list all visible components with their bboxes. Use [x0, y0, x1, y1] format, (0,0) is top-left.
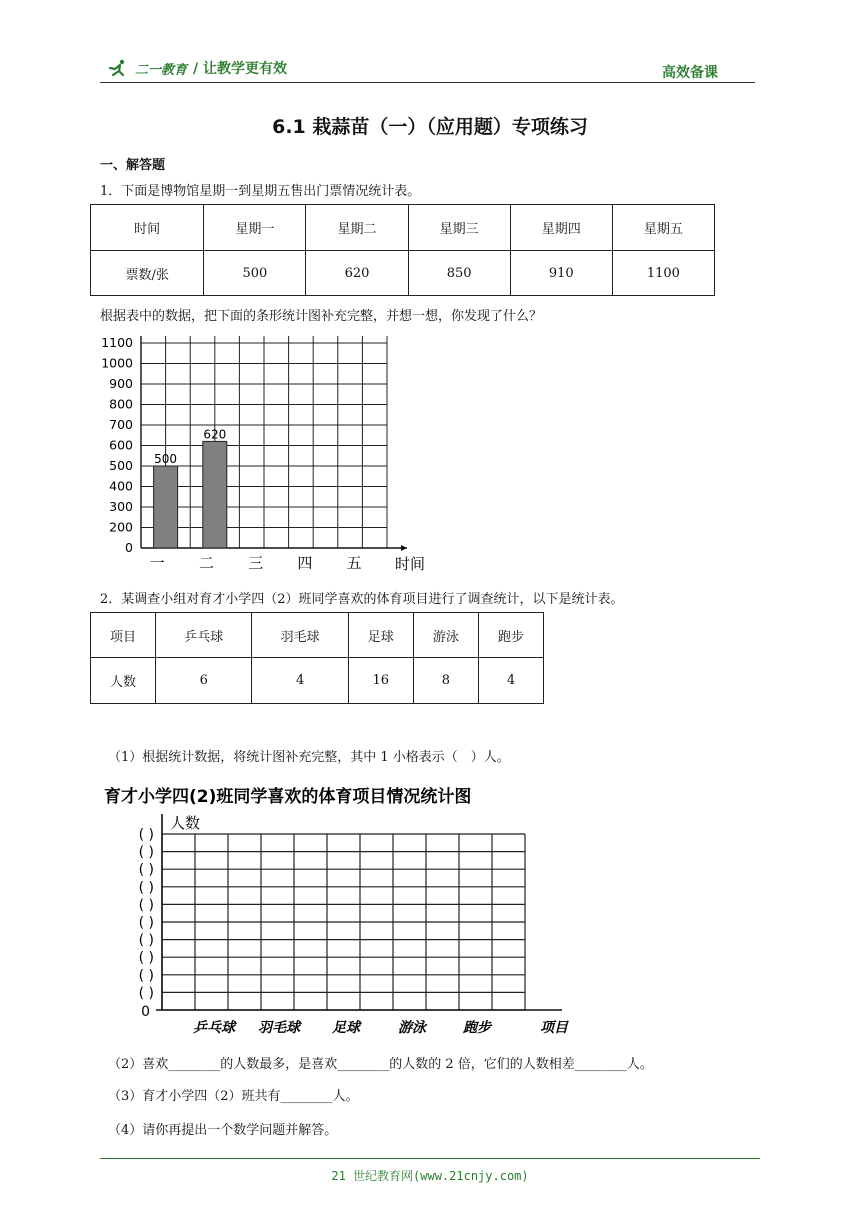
x-tick-label: 一: [149, 554, 165, 572]
y-tick-label: 500: [109, 458, 133, 473]
x-axis-label: 时间: [395, 555, 426, 573]
y-tick-label: 900: [109, 376, 133, 391]
header-right-text: 高效备课: [662, 65, 718, 81]
q2-td: 4: [252, 658, 348, 704]
y-tick-label: 300: [109, 499, 133, 514]
q2-td: 人数: [91, 658, 156, 704]
footer-text: 21 世纪教育网(www.21cnjy.com): [331, 1169, 529, 1183]
x-tick-label: 乒乓球: [193, 1020, 235, 1036]
q2-th: 跑步: [478, 613, 543, 658]
q2-td: 4: [478, 658, 543, 704]
x-tick-label: 二: [198, 554, 215, 572]
q1-td: 910: [510, 251, 612, 296]
x-axis-label: 项目: [540, 1020, 568, 1036]
y-tick-placeholder: ( ): [138, 950, 154, 967]
bar-data-label: 500: [154, 452, 178, 466]
q1-th: 星期五: [612, 205, 714, 251]
q2-sub2: （2）喜欢________的人数最多，是喜欢________的人数的 2 倍，它们的人数相差________人。: [108, 1057, 653, 1072]
q2-sub1: （1）根据统计数据，将统计图补充完整，其中 1 小格表示（ ）人。: [108, 750, 510, 765]
x-tick-label: 四: [297, 554, 313, 572]
q1-td: 850: [408, 251, 510, 296]
y-tick-label: 800: [109, 396, 133, 412]
q2-table-data-row: [91, 658, 544, 704]
q1-instruction: 根据表中的数据，把下面的条形统计图补充完整，并想一想，你发现了什么？: [100, 309, 543, 324]
logo-text: 二一教育: [135, 62, 188, 78]
q2-td: 8: [413, 658, 478, 704]
ticket-bar-chart: [95, 336, 435, 574]
x-tick-label: 五: [346, 554, 362, 572]
q1-td: 620: [306, 251, 408, 296]
origin-label: 0: [141, 1004, 150, 1020]
y-tick-placeholder: ( ): [138, 967, 154, 984]
q1-th: 星期二: [306, 205, 408, 251]
q1-th: 时间: [91, 205, 204, 251]
q1-th: 星期四: [510, 205, 612, 251]
q2-prompt: 2．某调查小组对育才小学四（2）班同学喜欢的体育项目进行了调查统计，以下是统计表。: [100, 592, 624, 607]
runner-logo-icon: [107, 59, 129, 77]
header-slogan: / 让教学更有效: [193, 61, 288, 77]
section-heading: 一、解答题: [100, 158, 166, 173]
x-tick-label: 足球: [332, 1020, 360, 1036]
x-tick-label: 跑步: [463, 1020, 491, 1036]
y-tick-placeholder: ( ): [138, 897, 154, 914]
bar-data-label: 620: [203, 427, 227, 442]
q2-sub3: （3）育才小学四（2）班共有________人。: [108, 1089, 359, 1104]
y-tick-placeholder: ( ): [138, 985, 154, 1002]
chart-title: 育才小学四(2)班同学喜欢的体育项目情况统计图: [104, 787, 472, 807]
q2-table-header-row: [91, 613, 544, 658]
y-tick-label: 1100: [101, 336, 133, 350]
y-tick-label: 200: [109, 519, 133, 535]
footer-divider: [100, 1158, 760, 1159]
x-tick-label: 游泳: [398, 1020, 426, 1036]
q2-th: 乒乓球: [156, 613, 252, 658]
y-tick-label: 1000: [101, 355, 133, 371]
y-tick-placeholder: ( ): [138, 932, 154, 949]
q1-td: 1100: [612, 251, 714, 296]
y-axis-label: 人数: [170, 814, 201, 832]
q2-th: 项目: [91, 613, 156, 658]
q1-table-data-row: [91, 251, 715, 296]
y-tick-label: 700: [109, 417, 133, 432]
header-logo: [107, 58, 287, 78]
sports-bar-chart: [100, 780, 590, 1038]
y-tick-placeholder: ( ): [138, 827, 154, 843]
q1-prompt: 1．下面是博物馆星期一到星期五售出门票情况统计表。: [100, 184, 421, 199]
q1-th: 星期一: [204, 205, 306, 251]
y-tick-label: 0: [125, 540, 133, 555]
page-title: 6.1 栽蒜苗（一）（应用题）专项练习: [272, 116, 588, 138]
y-tick-label: 600: [109, 437, 133, 453]
y-tick-placeholder: ( ): [138, 862, 154, 879]
q2-table: [90, 612, 544, 704]
x-tick-label: 三: [248, 554, 264, 572]
bar: [154, 466, 178, 548]
y-tick-label: 400: [109, 478, 133, 494]
x-axis-arrow: [401, 545, 407, 551]
q2-td: 6: [156, 658, 252, 704]
q1-td: 票数/张: [91, 251, 204, 296]
q2-th: 足球: [348, 613, 413, 658]
y-tick-placeholder: ( ): [138, 879, 154, 896]
y-tick-placeholder: ( ): [138, 915, 154, 931]
q1-th: 星期三: [408, 205, 510, 251]
x-tick-label: 羽毛球: [258, 1020, 300, 1036]
q2-sub4: （4）请你再提出一个数学问题并解答。: [108, 1123, 338, 1138]
y-tick-placeholder: ( ): [138, 844, 154, 861]
q2-th: 羽毛球: [252, 613, 348, 658]
q1-table: [90, 204, 715, 296]
q2-td: 16: [348, 658, 413, 704]
q1-td: 500: [204, 251, 306, 296]
q1-table-header-row: [91, 205, 715, 251]
q2-th: 游泳: [413, 613, 478, 658]
header-divider: [100, 82, 755, 83]
bar: [203, 441, 227, 548]
